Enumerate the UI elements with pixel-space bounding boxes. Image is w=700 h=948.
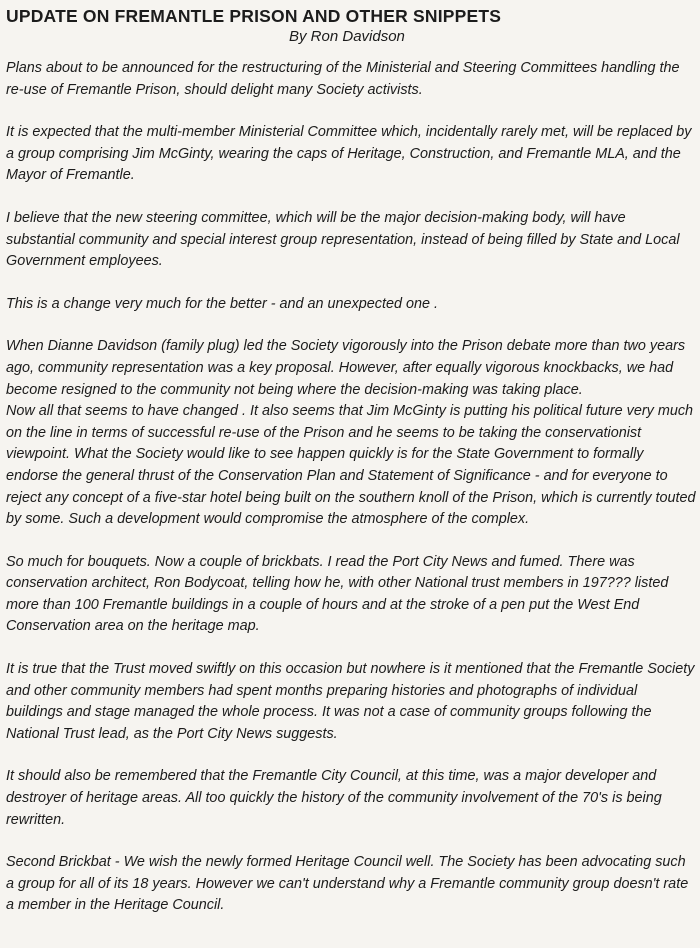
article-byline: By Ron Davidson — [289, 28, 405, 45]
paragraph-change: This is a change very much for the better - and an unexpected one . — [6, 295, 438, 312]
article-title: UPDATE ON FREMANTLE PRISON AND OTHER SNIPPETS — [6, 6, 502, 26]
paragraph-plans: Plans about to be announced for the restructuring of the Ministerial and Steering Committees handling the re-use of Fremantle Prison, should delight many Society activists. — [6, 60, 680, 98]
paragraph-brickbats: So much for bouquets. Now a couple of brickbats. I read the Port City News and fumed. There was conservation architect, Ron Bodycoat, telling how he, with other National trust members in 197??? listed more than 100 Fremantle buildings in a couple of hours and at the stroke of a pen put the West End Conservation area on the heritage map. — [6, 553, 669, 635]
paragraph-trust: It is true that the Trust moved swiftly on this occasion but nowhere is it mentioned that the Fremantle Society and other community members had spent months preparing histories and photographs of individual buildings and stage managed the whole process. It was not a case of community groups following the National Trust lead, as the Port City News suggests. — [6, 661, 695, 742]
paragraph-prison-debate: When Dianne Davidson (family plug) led the Society vigorously into the Prison debate more than two years ago, community representation was a key proposal. However, after equally vigorous knockbacks, we had become resigned to the community not being where the decision-making was taking place. — [6, 338, 686, 398]
paragraph-city-council: It should also be remembered that the Fremantle City Council, at this time, was a major developer and destroyer of heritage areas. All too quickly the history of the community involvement of the 70's is being rewritten. — [6, 768, 662, 828]
paragraph-steering-committee: I believe that the new steering committee, which will be the major decision-making body, will have substantial community and special interest group representation, instead of being filled by State and Local Government employees. — [6, 209, 680, 270]
paragraph-heritage-council: Second Brickbat - We wish the newly formed Heritage Council well. The Society has been advocating such a group for all of its 18 years. However we can't understand why a Fremantle community group doesn't rate a member in the Heritage Council. — [6, 854, 689, 914]
paragraph-changed: Now all that seems to have changed . It also seems that Jim McGinty is putting his political future very much on the line in terms of successful re-use of the Prison and he seems to be taking the conservationist viewpoint. What the Society would like to see happen quickly is for the State Government to formally endorse the general thrust of the Conservation Plan and Statement of Significance - and for everyone to reject any concept of a five-star hotel being built on the southern knoll of the Prison, which is currently touted by some. Such a development would compromise the atmosphere of the complex. — [6, 403, 696, 528]
paragraph-ministerial-committee: It is expected that the multi-member Ministerial Committee which, incidentally rarely met, will be replaced by a group comprising Jim McGinty, wearing the caps of Heritage, Construction, and Fremantle MLA, and the Mayor of Fremantle. — [6, 124, 692, 184]
